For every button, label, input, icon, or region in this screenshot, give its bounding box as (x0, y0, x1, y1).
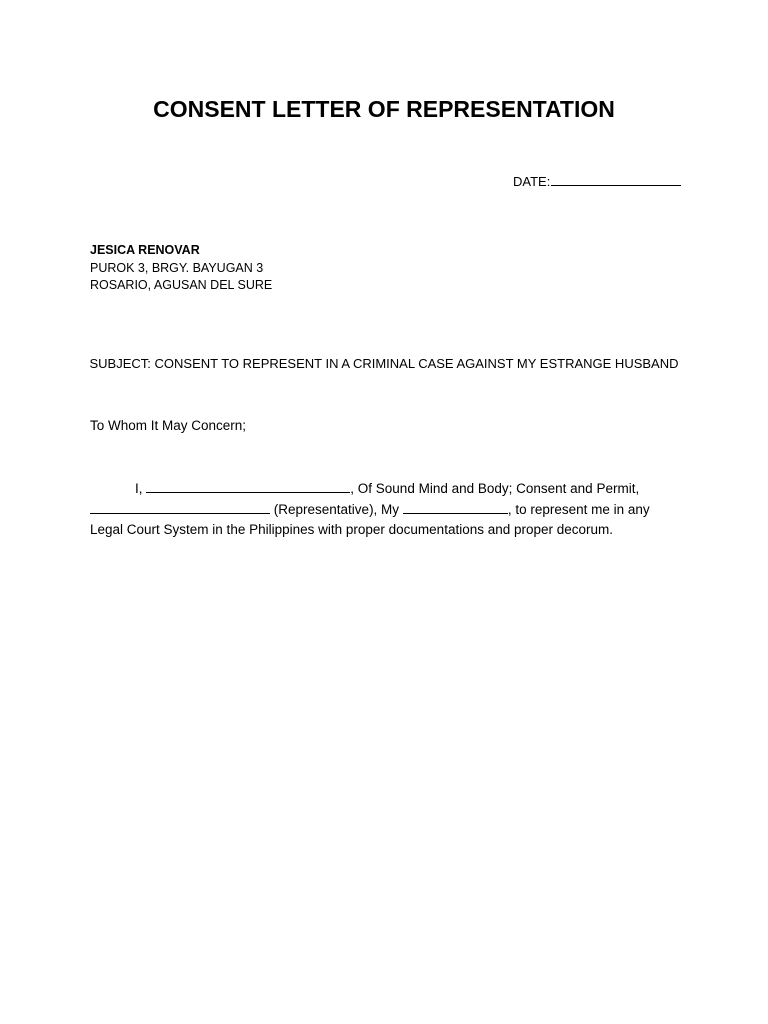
body-line2-suffix: , to represent me in any (507, 501, 650, 517)
salutation: To Whom It May Concern; (90, 418, 247, 433)
representative-blank (90, 500, 270, 514)
sender-name: JESICA RENOVAR (90, 243, 200, 257)
subject-line: SUBJECT: CONSENT TO REPRESENT IN A CRIMINAL CASE AGAINST MY ESTRANGE HUSBAND (89, 356, 679, 371)
body-paragraph (90, 479, 670, 541)
document-title: CONSENT LETTER OF REPRESENTATION (153, 96, 615, 122)
name-blank (146, 479, 350, 493)
sender-address-line2: ROSARIO, AGUSAN DEL SURE (90, 278, 273, 292)
body-line-1 (90, 479, 670, 500)
date-line (513, 173, 681, 189)
sender-block (90, 242, 272, 295)
sender-address-line1: PUROK 3, BRGY. BAYUGAN 3 (90, 260, 264, 275)
body-line2-middle: (Representative), My (273, 501, 400, 517)
relation-blank (403, 500, 508, 514)
body-line-2 (90, 500, 670, 521)
date-blank (551, 173, 681, 186)
body-line1-suffix: , Of Sound Mind and Body; Consent and Permit, (350, 481, 640, 496)
body-line-3: Legal Court System in the Philippines with proper documentations and proper decorum. (90, 522, 614, 537)
date-label: DATE: (513, 174, 551, 189)
body-line1-prefix: I, (135, 481, 143, 496)
